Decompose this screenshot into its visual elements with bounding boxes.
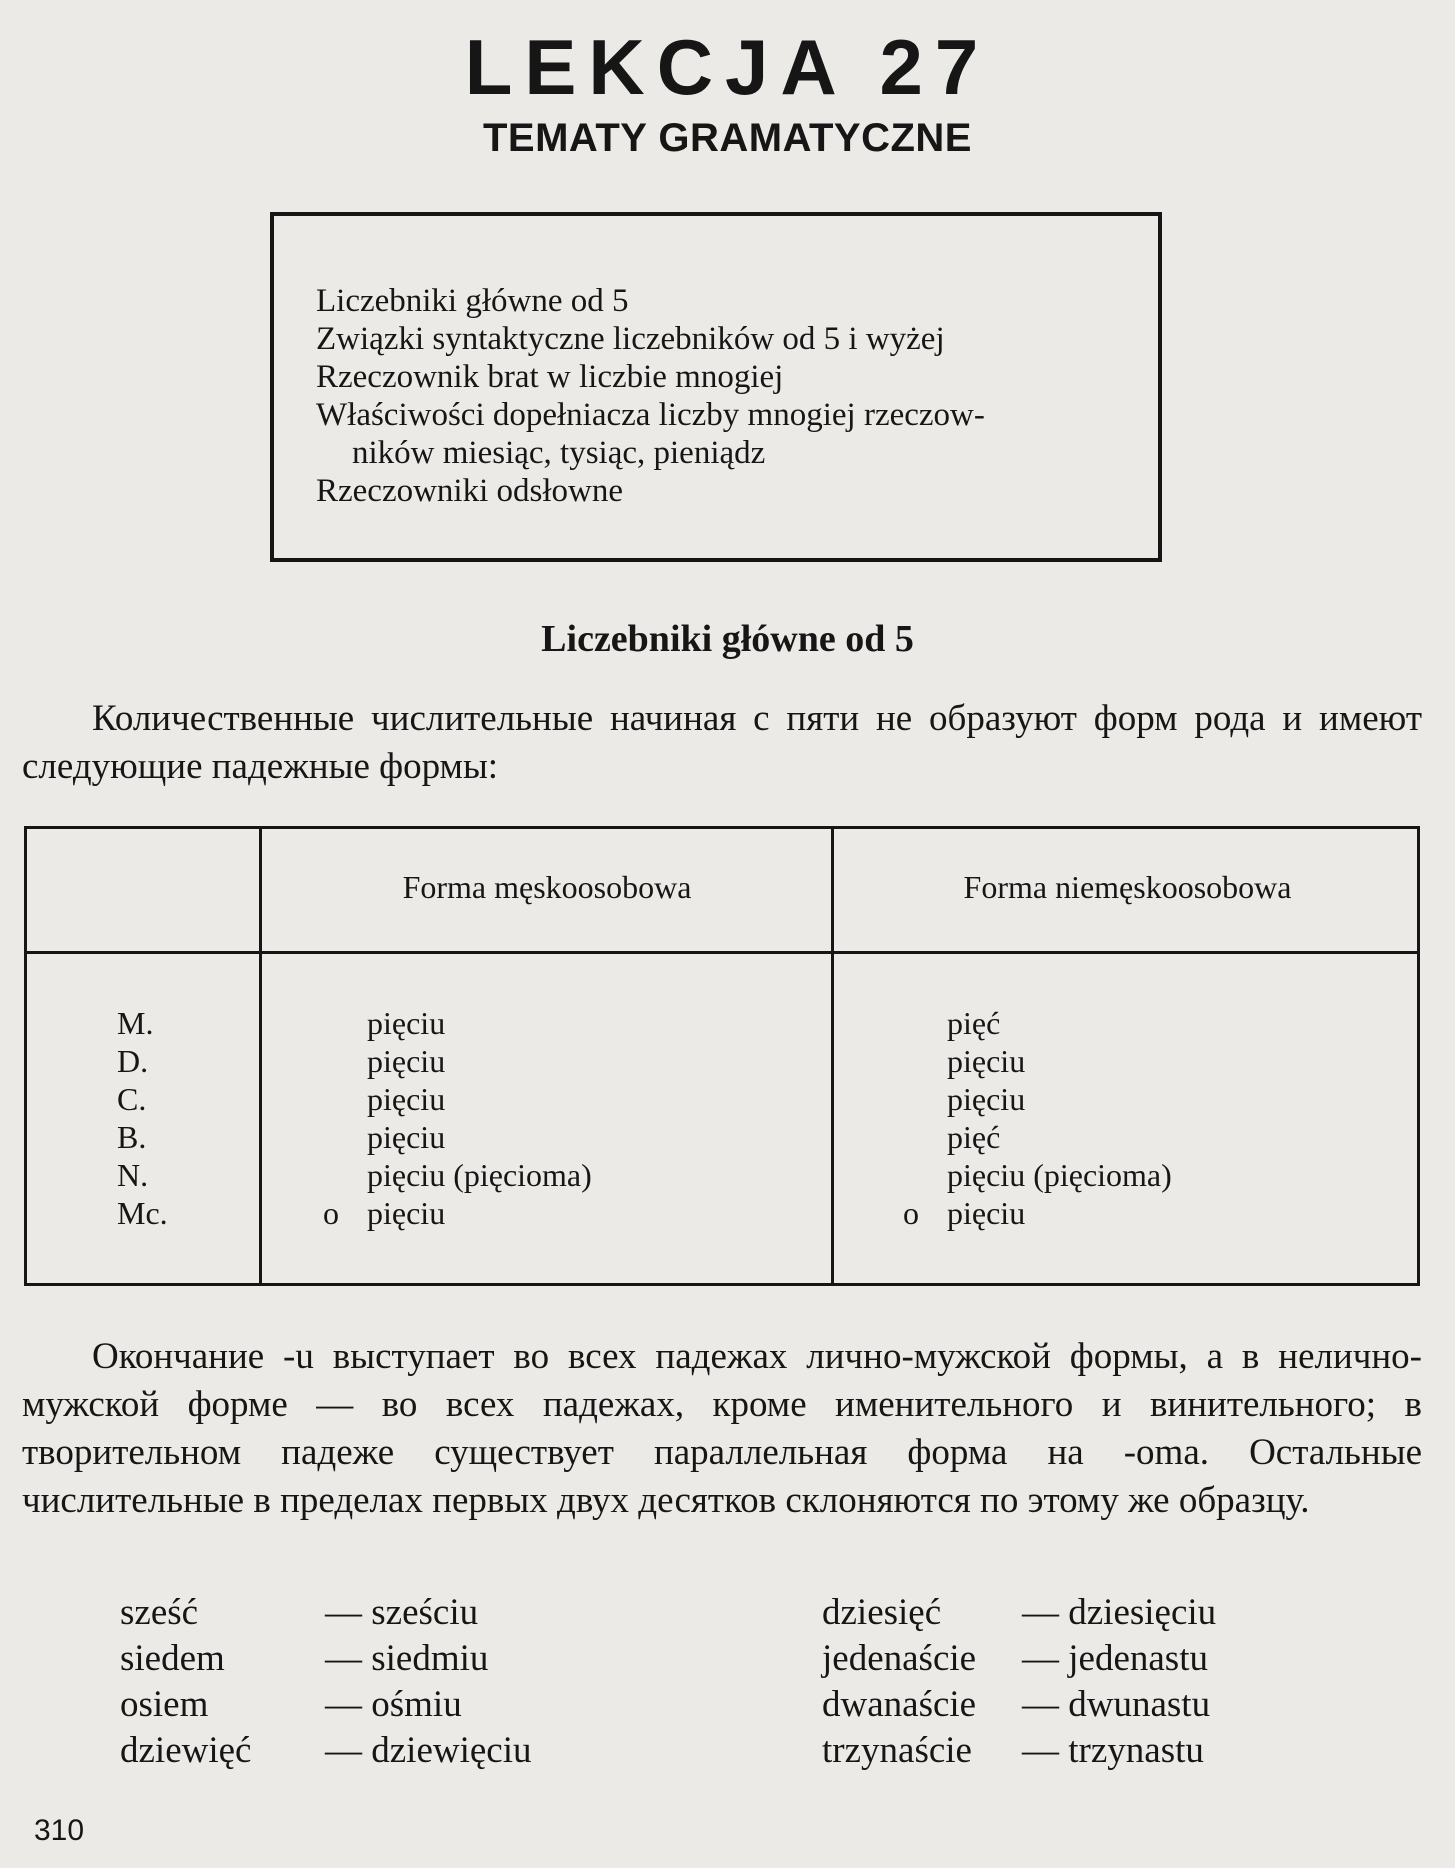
numeral-nominative: osiem (120, 1684, 209, 1725)
numeral-nominative: trzynaście (822, 1730, 972, 1771)
case-label: N. (117, 1157, 149, 1193)
form-cell: pięciu (367, 1005, 446, 1041)
section-heading: Liczebniki główne od 5 (541, 618, 914, 660)
intro-text: Количественные числительные начиная с пяти не образуют форм рода и имеют следующие падежные формы: (22, 698, 1422, 787)
form-cell: pięciu (947, 1043, 1026, 1079)
explanation-paragraph (22, 1333, 1422, 1525)
numeral-nominative: dziesięć (822, 1592, 942, 1633)
topic-item-continuation: ników miesiąc, tysiąc, pieniądz (352, 435, 766, 471)
masculine-column (323, 1004, 592, 1232)
header-masculine: Forma męskoosobowa (402, 869, 692, 905)
numeral-nominative: siedem (120, 1638, 225, 1679)
numeral-genitive: — ośmiu (325, 1684, 462, 1725)
numeral-row (822, 1636, 1216, 1682)
preposition: o (323, 1195, 339, 1231)
non-masculine-column (903, 1004, 1172, 1232)
numeral-row (822, 1590, 1216, 1636)
numeral-row (120, 1636, 532, 1682)
numerals-list-right (822, 1590, 1216, 1774)
header-non-masculine: Forma niemęskoosobowa (963, 869, 1292, 905)
form-cell: pięciu (pięcioma) (367, 1157, 592, 1193)
lesson-title: LEKCJA 27 (464, 23, 991, 111)
numeral-row (120, 1682, 532, 1728)
topic-item: Rzeczownik brat w liczbie mnogiej (316, 359, 784, 395)
numeral-genitive: — sześciu (325, 1592, 479, 1633)
form-text: pięciu (947, 1195, 1026, 1231)
form-text: pięciu (367, 1195, 446, 1231)
form-cell: pięciu (pięcioma) (947, 1157, 1172, 1193)
form-cell-locative (903, 1194, 1172, 1232)
numeral-nominative: dwanaście (822, 1684, 977, 1725)
numeral-nominative: sześć (120, 1592, 199, 1633)
topics-box (270, 212, 1162, 562)
form-cell: pięciu (367, 1081, 446, 1117)
numeral-row (120, 1590, 532, 1636)
case-label: C. (117, 1081, 147, 1117)
form-cell: pięciu (367, 1119, 446, 1155)
preposition: o (903, 1195, 919, 1231)
numeral-genitive: — siedmiu (325, 1638, 489, 1679)
form-cell: pięciu (947, 1081, 1026, 1117)
case-label: Mc. (117, 1195, 168, 1231)
intro-paragraph (22, 695, 1422, 791)
table-divider (831, 829, 834, 1283)
page-number: 310 (34, 1814, 85, 1847)
topic-item: Związki syntaktyczne liczebników od 5 i wyżej (316, 321, 945, 357)
numeral-row (822, 1728, 1216, 1774)
explanation-text: Окончание -u выступает во всех падежах лично-мужской формы, а в нелично-мужской форме — во всех падежах, кроме именительного и винительного; в творительном падеже существует параллельная форма на -oma. Остальные числительные в пределах первых двух десятков склоняются по этому же образцу. (22, 1336, 1422, 1521)
numeral-row (822, 1682, 1216, 1728)
numeral-nominative: jedenaście (822, 1638, 977, 1679)
case-label: B. (117, 1119, 147, 1155)
table-header-divider (27, 951, 1417, 954)
form-cell-locative (323, 1194, 592, 1232)
numeral-genitive: — trzynastu (1022, 1730, 1204, 1771)
form-cell: pięciu (367, 1043, 446, 1079)
table-divider (259, 829, 262, 1283)
case-label: M. (117, 1005, 154, 1041)
lesson-subtitle: TEMATY GRAMATYCZNE (483, 116, 972, 160)
numeral-row (120, 1728, 532, 1774)
topic-item: Rzeczowniki odsłowne (316, 473, 624, 509)
case-label: D. (117, 1043, 149, 1079)
form-cell: pięć (947, 1005, 1001, 1041)
numerals-list-left (120, 1590, 532, 1774)
case-column (117, 1004, 168, 1232)
numeral-genitive: — jedenastu (1022, 1638, 1208, 1679)
form-cell: pięć (947, 1119, 1001, 1155)
numeral-genitive: — dziewięciu (325, 1730, 532, 1771)
numeral-nominative: dziewięć (120, 1730, 252, 1771)
numeral-genitive: — dwunastu (1022, 1684, 1211, 1725)
numeral-genitive: — dziesięciu (1022, 1592, 1217, 1633)
topic-item: Właściwości dopełniacza liczby mnogiej rzeczow- (316, 397, 985, 433)
declension-table (24, 826, 1420, 1286)
topic-item: Liczebniki główne od 5 (316, 283, 629, 319)
